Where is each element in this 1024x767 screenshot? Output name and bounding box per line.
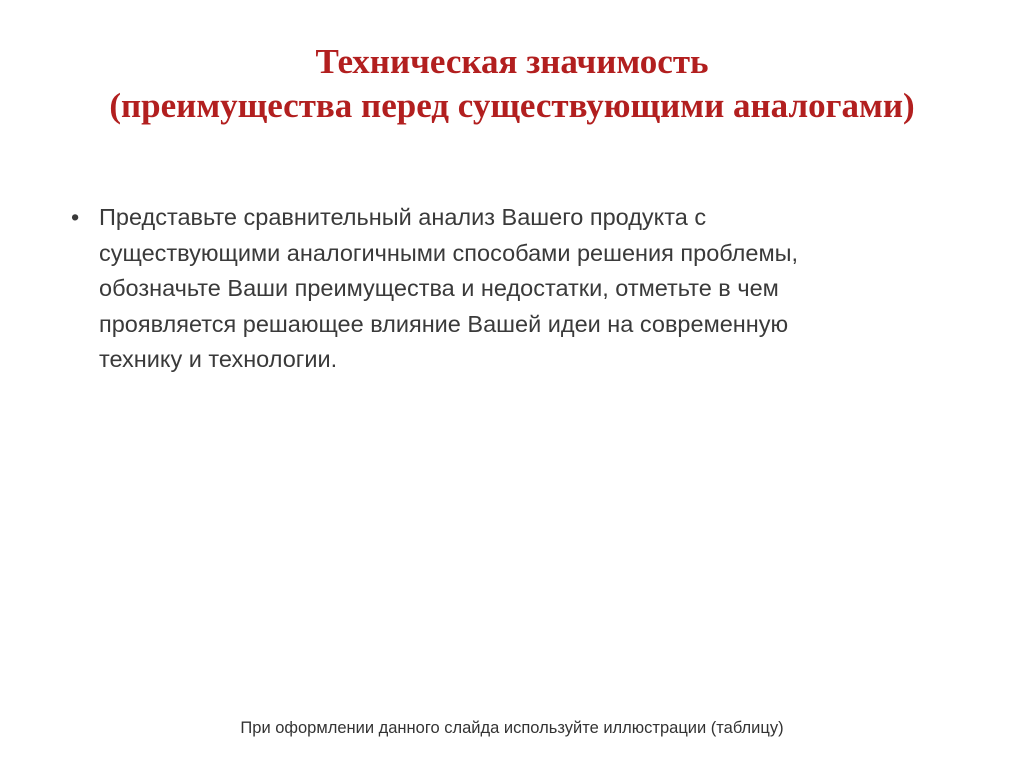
bullet-text-line: Представьте сравнительный анализ Вашего продукта с [99,204,707,230]
bullet-dot-icon: • [71,204,80,230]
slide-title-line-1: Техническая значимость [315,42,709,81]
slide-title [0,40,1024,128]
bullet-text-line: технику и технологии. [99,346,338,373]
bullet-text-line: существующими аналогичными способами решения проблемы, [99,239,799,266]
slide-body [70,200,930,378]
bullet-item [70,200,930,378]
bullet-text-line: обозначьте Ваши преимущества и недостатки, отметьте в чем [99,275,779,302]
slide-title-line-2: (преимущества перед существующими аналогами) [109,86,915,125]
bullet-text-line: проявляется решающее влияние Вашей идеи на современную [99,310,789,337]
slide-footer-note: При оформлении данного слайда используйте иллюстрации (таблицу) [240,719,784,737]
